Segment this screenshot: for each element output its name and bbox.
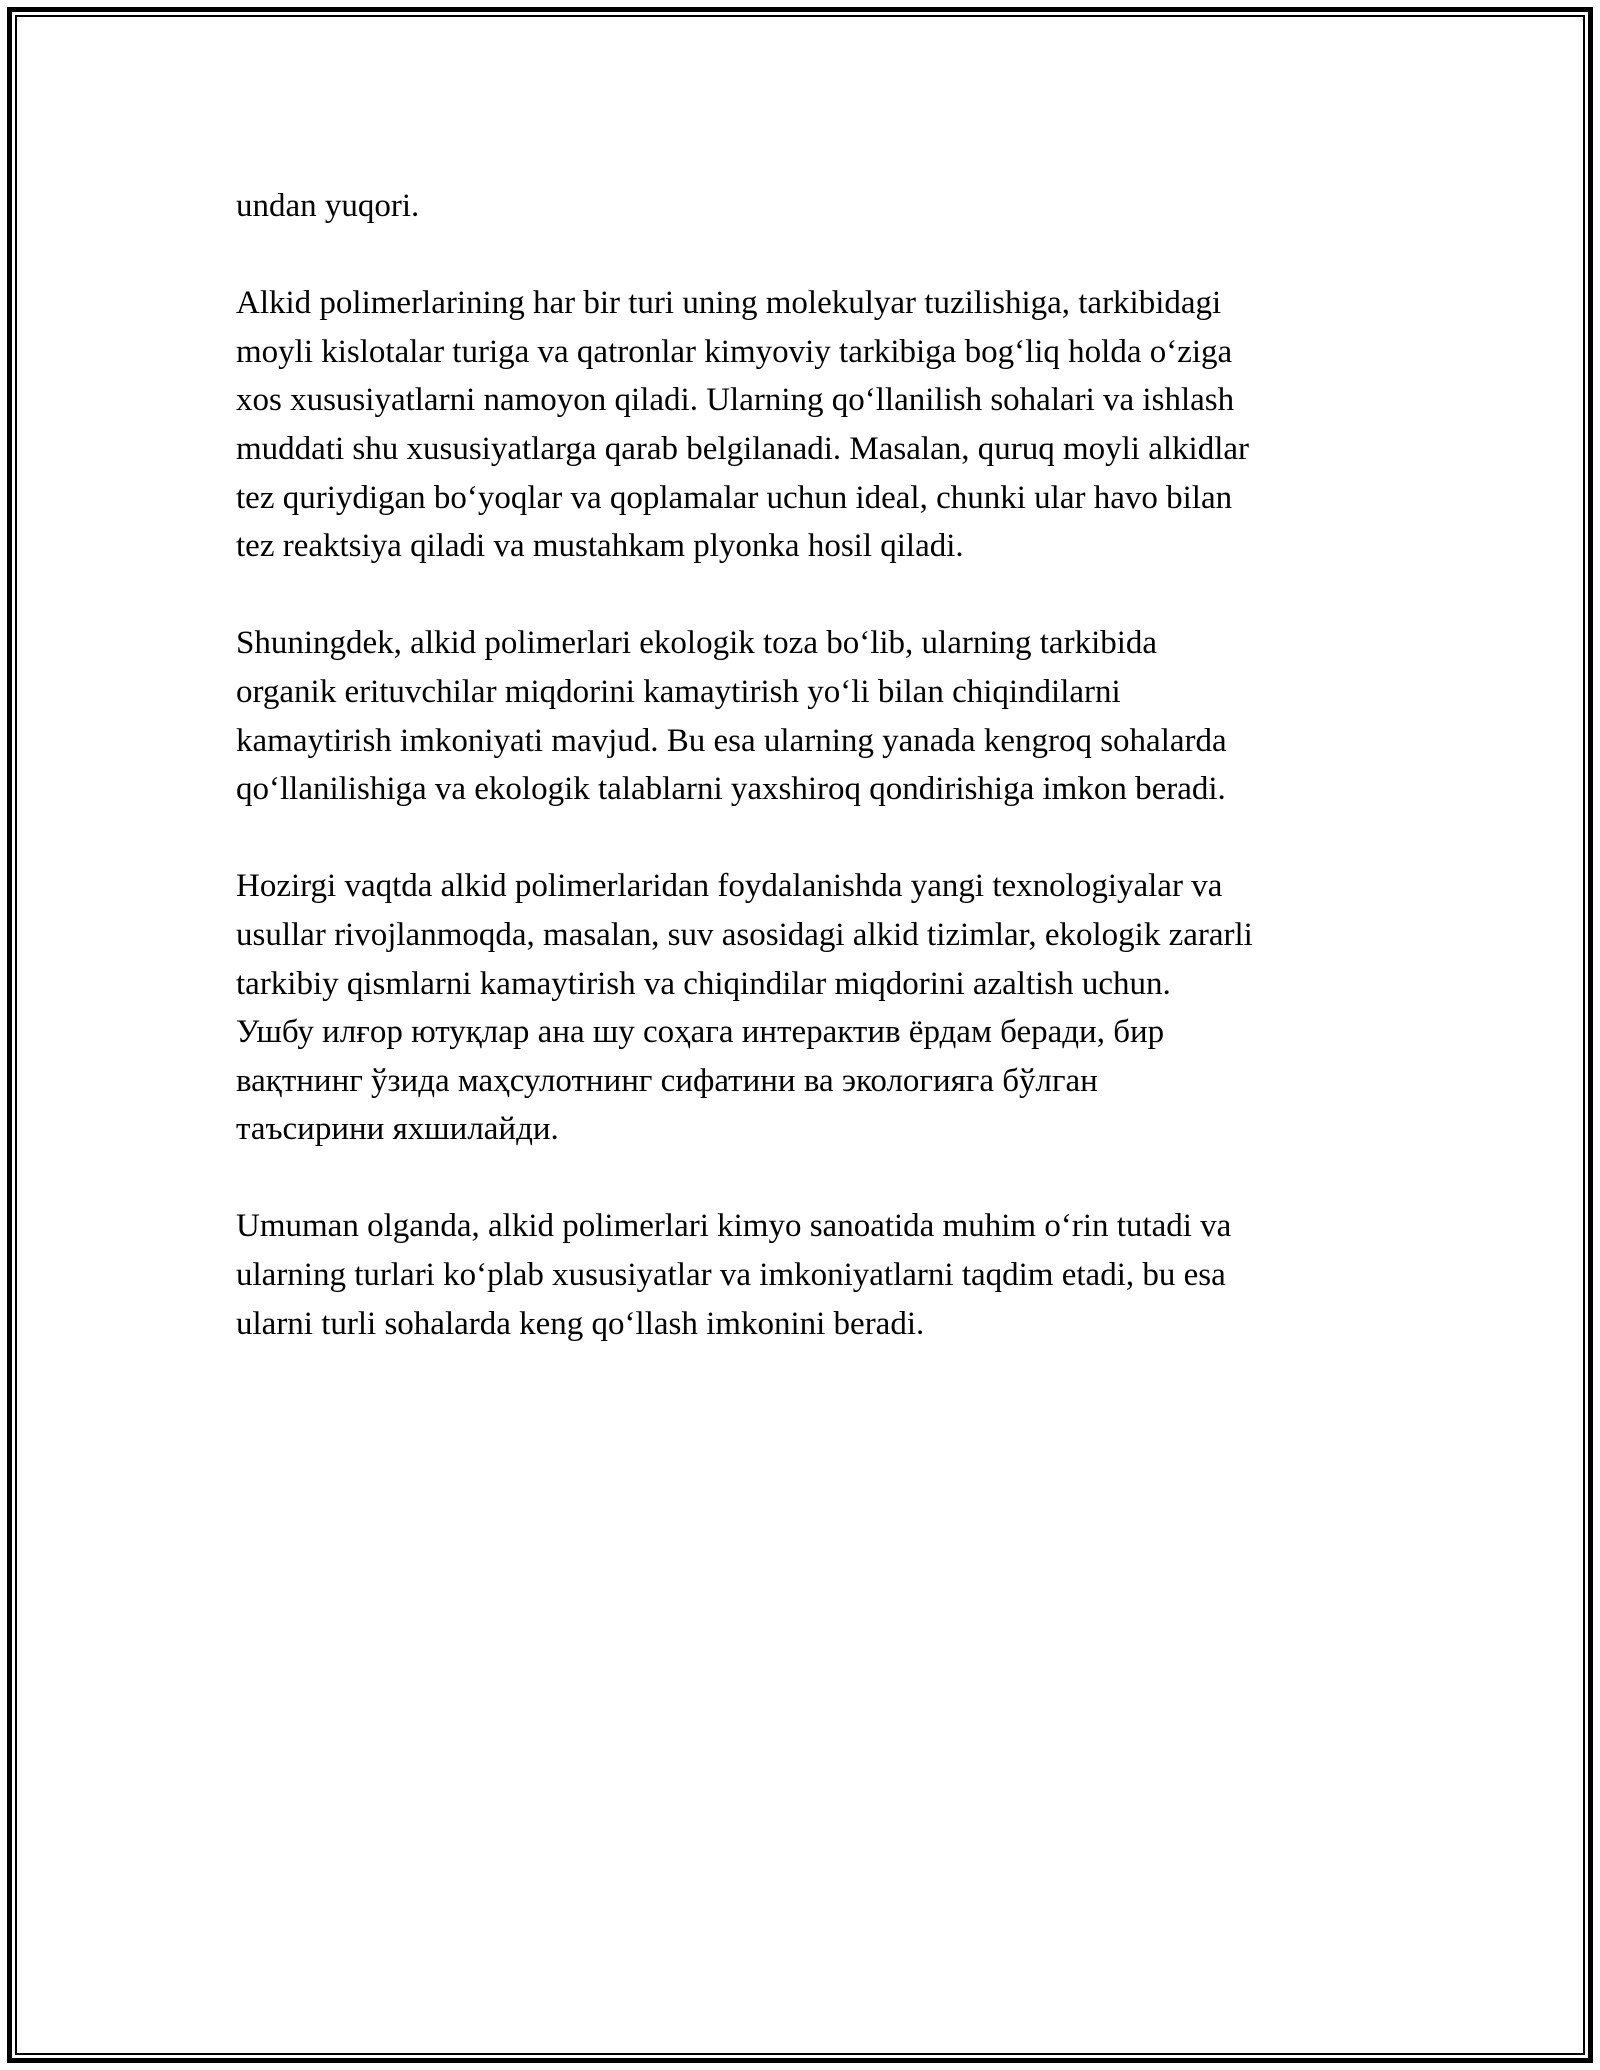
text-line: undan yuqori. (236, 188, 420, 224)
text-line: Ушбу илғор ютуқлар ана шу соҳага интерактив ёрдам беради, бир (236, 1014, 1165, 1051)
text-line: Umuman olganda, alkid polimerlari kimyo sanoatida muhim o‘rin tutadi va (236, 1208, 1232, 1245)
text-line: вақтнинг ўзида маҳсулотнинг сифатини ва экологияга бўлган (236, 1062, 1098, 1099)
text-line: tez quriydigan bo‘yoqlar va qoplamalar uchun ideal, chunki ular havo bilan (236, 479, 1233, 516)
paragraph-3 (236, 619, 1386, 813)
text-line: Shuningdek, alkid polimerlari ekologik toza bo‘lib, ularning tarkibida (236, 625, 1158, 662)
text-line: kamaytirish imkoniyati mavjud. Bu esa ularning yanada kengroq sohalarda (236, 722, 1227, 759)
text-line: tez reaktsiya qiladi va mustahkam plyonka hosil qiladi. (236, 528, 964, 565)
text-line: muddati shu xususiyatlarga qarab belgilanadi. Masalan, quruq moyli alkidlar (236, 430, 1249, 467)
text-line: ularni turli sohalarda keng qo‘llash imkonini beradi. (236, 1305, 925, 1342)
text-line: xos xususiyatlarni namoyon qiladi. Ularning qo‘llanilish sohalari va ishlash (236, 382, 1235, 419)
text-line: tarkibiy qismlarni kamaytirish va chiqindilar miqdorini azaltish uchun. (236, 965, 1171, 1002)
text-line: Alkid polimerlarining har bir turi uning molekulyar tuzilishiga, tarkibidagi (236, 285, 1222, 322)
document-body (236, 182, 1386, 1397)
text-line: moyli kislotalar turiga va qatronlar kimyoviy tarkibiga bog‘liq holda o‘ziga (236, 333, 1233, 370)
paragraph-1 (236, 182, 1386, 231)
paragraph-5 (236, 1202, 1386, 1348)
paragraph-4 (236, 862, 1386, 1154)
text-line: ularning turlari ko‘plab xususiyatlar va imkoniyatlarni taqdim etadi, bu esa (236, 1257, 1226, 1294)
paragraph-2 (236, 279, 1386, 571)
text-line: Hozirgi vaqtda alkid polimerlaridan foydalanishda yangi texnologiyalar va (236, 868, 1223, 905)
text-line: usullar rivojlanmoqda, masalan, suv asosidagi alkid tizimlar, ekologik zararli (236, 916, 1253, 953)
text-line: organik erituvchilar miqdorini kamaytirish yo‘li bilan chiqindilarni (236, 673, 1121, 710)
text-line: qo‘llanilishiga va ekologik talablarni yaxshiroq qondirishiga imkon beradi. (236, 771, 1226, 808)
text-line: таъсирини яхшилайди. (236, 1111, 559, 1148)
